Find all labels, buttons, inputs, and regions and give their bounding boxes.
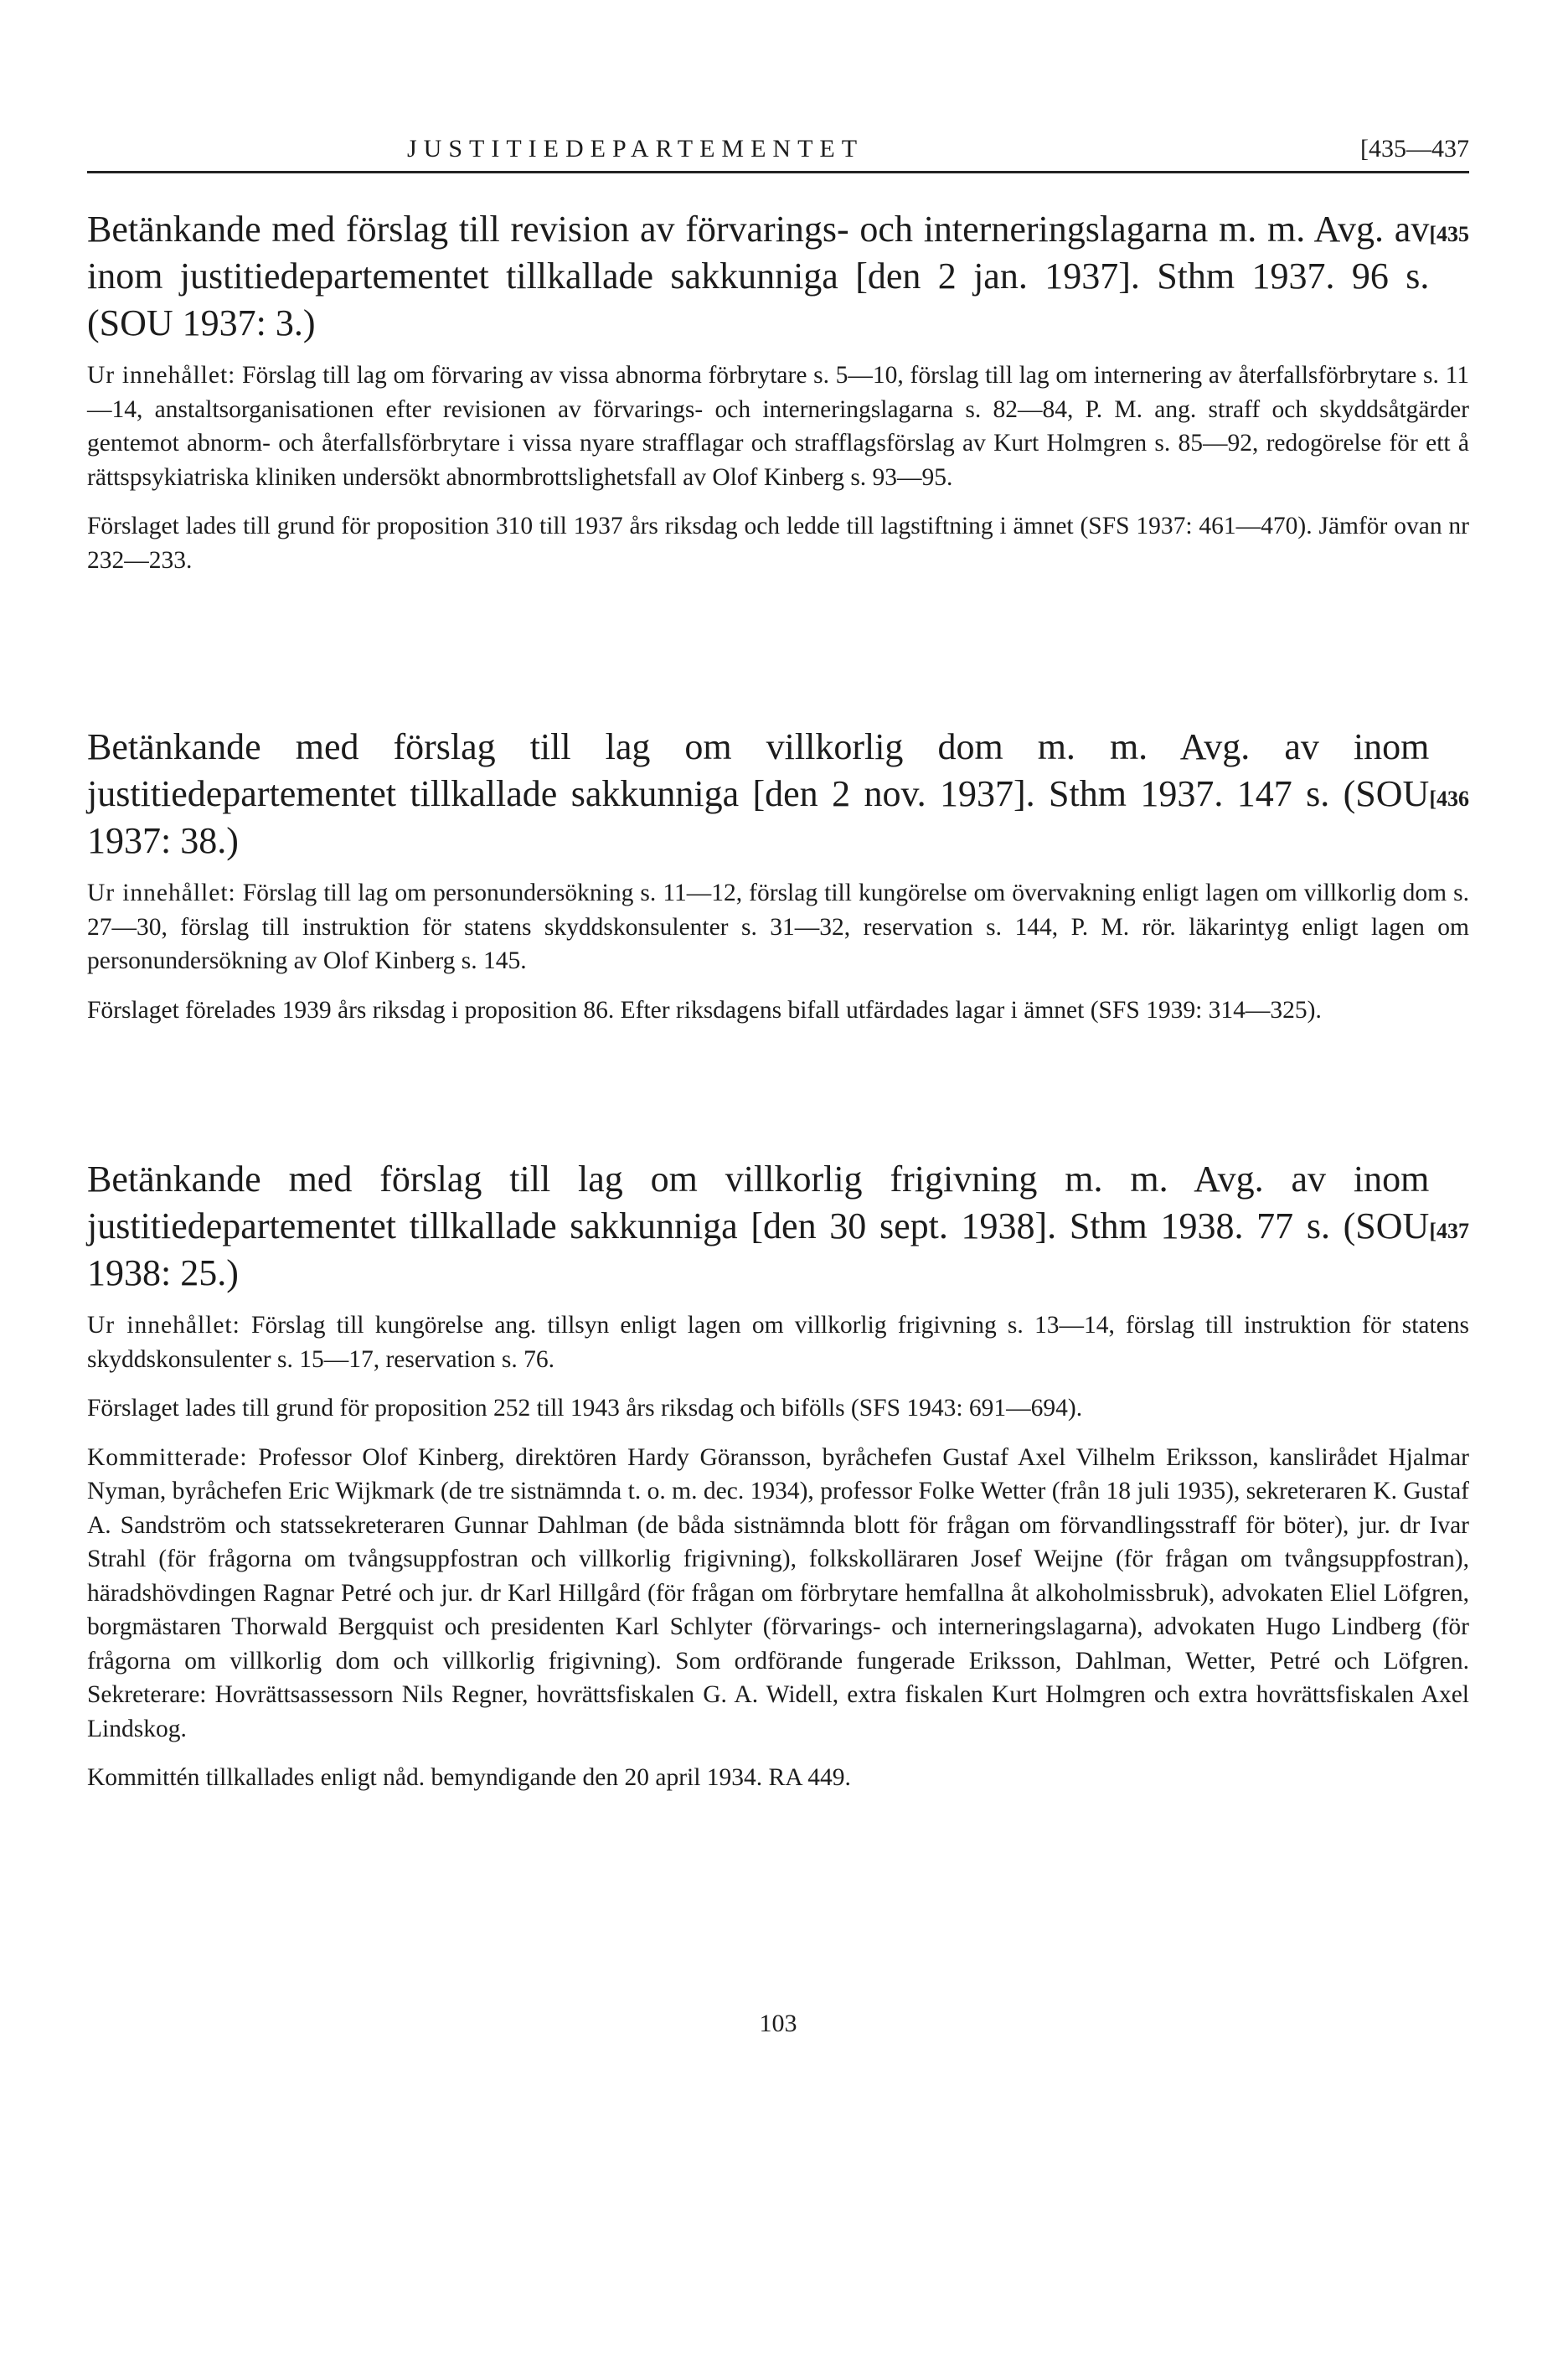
- committee-label: Kommitterade:: [87, 1443, 248, 1471]
- header-rule: [87, 171, 1469, 173]
- running-head-range: [435—437: [1360, 135, 1469, 163]
- entry-436: [87, 724, 1469, 1027]
- entry-title-text: Betänkande med förslag till lag om villkorlig dom m. m. Avg. av inom justitiedepartementet tillkallade sakkunniga [den 2 nov. 1937]. Sthm 1937. 147 s. (SOU 1937: 38.): [87, 726, 1430, 861]
- entry-contents: [87, 359, 1469, 494]
- running-head-title: JUSTITIEDEPARTEMENTET: [407, 135, 864, 163]
- entry-reference-number: [435: [1429, 222, 1469, 246]
- entry-note: Förslaget förelades 1939 års riksdag i proposition 86. Efter riksdagens bifall utfärdades lagar i ämnet (SFS 1939: 314—325).: [87, 996, 1322, 1024]
- entry-title: [87, 206, 1469, 347]
- contents-text: Förslag till lag om personundersökning s. 11—12, förslag till kungörelse om övervakning enligt lagen om villkorlig dom s. 27—30, förslag till instruktion för statens skyddskonsulenter s. 31—32, reservation s. 144, P. M. rör. läkarintyg enligt lagen om personundersökning av Olof Kinberg s. 145.: [87, 880, 1470, 974]
- entry-note: Förslaget lades till grund för proposition 310 till 1937 års riksdag och ledde till lagstiftning i ämnet (SFS 1937: 461—470). Jämför ovan nr 232—233.: [87, 513, 1469, 574]
- page-number: 103: [759, 2010, 797, 2037]
- entry-435: [87, 206, 1469, 577]
- contents-label: Ur innehållet:: [87, 362, 236, 389]
- entry-437: [87, 1156, 1469, 1795]
- document-page: [87, 0, 1469, 2374]
- entry-title-text: Betänkande med förslag till revision av förvarings- och interneringslagarna m. m. Avg. av inom justitiedepartementet tillkallade sakkunniga [den 2 jan. 1937]. Sthm 1937. 96 s. (SOU 1937: 3.): [87, 209, 1430, 343]
- entry-contents: [87, 1308, 1469, 1376]
- running-head: [87, 132, 1469, 169]
- committee-text: Professor Olof Kinberg, direktören Hardy Göransson, byråchefen Gustaf Axel Vilhelm Eriksson, kanslirådet Hjalmar Nyman, byråchefen Eric Wijkmark (de tre sistnämnda t. o. m. dec. 1934), professor Folke Wetter (från 18 juli 1935), sekreteraren K. Gustaf A. Sandström och statssekreteraren Gunnar Dahlman (de båda sistnämnda blott för frågan om förvandlingsstraff för böter), jur. dr Ivar Strahl (för frågorna om tvångsuppfostran och villkorlig frigivning), folkskolläraren Josef Weijne (för frågan om tvångsuppfostran), häradshövdingen Ragnar Petré och jur. dr Karl Hillgård (för frågan om förbrytare hemfallna åt alkoholmissbruk), advokaten Eliel Löfgren, borgmästaren Thorwald Bergquist och presidenten Karl Schlyter (förvarings- och interneringslagarna), advokaten Hugo Lindberg (för frågorna om villkorlig dom och villkorlig frigivning). Som ordförande fungerade Eriksson, Dahlman, Wetter, Petré och Löfgren. Sekreterare: Hovrättsassessorn Nils Regner, hovrättsfiskalen G. A. Widell, extra fiskalen Kurt Holmgren och extra hovrättsfiskalen Axel Lindskog.: [87, 1443, 1470, 1742]
- entry-appointment: Kommittén tillkallades enligt nåd. bemyndigande den 20 april 1934. RA 449.: [87, 1764, 851, 1791]
- contents-label: Ur innehållet:: [87, 880, 236, 906]
- entry-reference-number: [436: [1429, 787, 1469, 811]
- entry-title: [87, 724, 1469, 864]
- entry-committee: [87, 1441, 1469, 1747]
- entry-title-text: Betänkande med förslag till lag om villkorlig frigivning m. m. Avg. av inom justitiedepartementet tillkallade sakkunniga [den 30 sept. 1938]. Sthm 1938. 77 s. (SOU 1938: 25.): [87, 1159, 1430, 1293]
- contents-text: Förslag till lag om förvaring av vissa abnorma förbrytare s. 5—10, förslag till lag om internering av återfallsförbrytare s. 11—14, anstaltsorganisationen efter revisionen av förvarings- och interneringslagarna s. 82—84, P. M. ang. straff och skyddsåtgärder gentemot abnorm- och återfallsförbrytare i vissa nyare strafflagar och strafflagsförslag av Kurt Holmgren s. 85—92, redogörelse för ett å rättspsykiatriska kliniken undersökt abnormbrottslighetsfall av Olof Kinberg s. 93—95.: [87, 362, 1469, 491]
- contents-label: Ur innehållet:: [87, 1312, 240, 1339]
- contents-text: Förslag till kungörelse ang. tillsyn enligt lagen om villkorlig frigivning s. 13—14, förslag till instruktion för statens skyddskonsulenter s. 15—17, reservation s. 76.: [87, 1312, 1470, 1373]
- entry-title: [87, 1156, 1469, 1297]
- entry-reference-number: [437: [1429, 1219, 1469, 1243]
- entry-contents: [87, 876, 1469, 978]
- entry-note: Förslaget lades till grund för proposition 252 till 1943 års riksdag och bifölls (SFS 1943: 691—694).: [87, 1395, 1083, 1422]
